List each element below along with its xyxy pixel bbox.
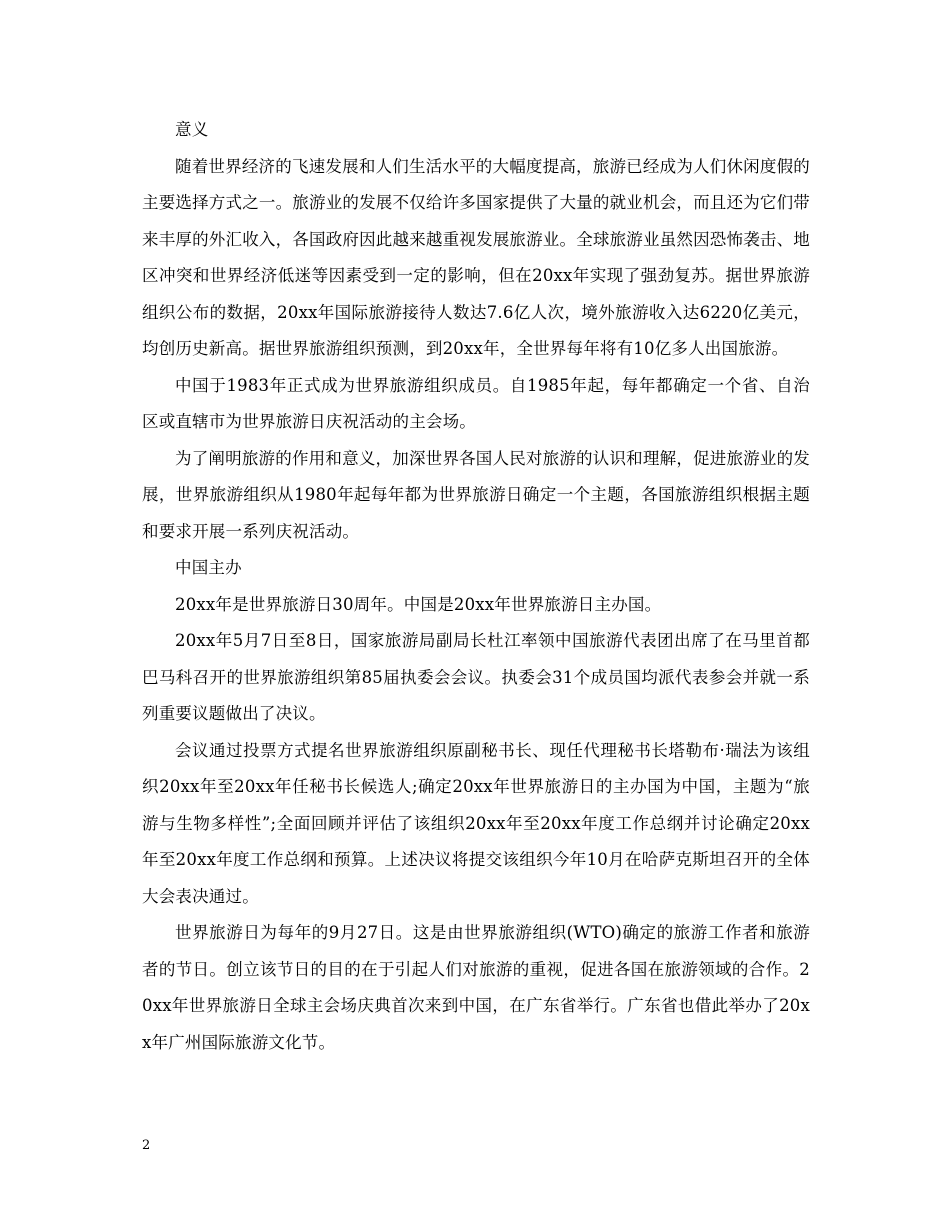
paragraph-meeting-decisions: 会议通过投票方式提名世界旅游组织原副秘书长、现任代理秘书长塔勒布·瑞法为该组织20xx年至20xx年任秘书长候选人;确定20xx年世界旅游日的主办国为中国，主题为“旅游与生物多样性”;全面回顾并评估了该组织20xx年至20xx年度工作总纲并讨论确定20xx年至20xx年度工作总纲和预算。上述决议将提交该组织今年10月在哈萨克斯坦召开的全体大会表决通过。 — [142, 740, 810, 906]
paragraph-world-tourism-day: 世界旅游日为每年的9月27日。这是由世界旅游组织(WTO)确定的旅游工作者和旅游者的节日。创立该节日的目的在于引起人们对旅游的重视，促进各国在旅游领域的合作。20xx年世界旅游日全球主会场庆典首次来到中国，在广东省举行。广东省也借此举办了20xx年广州国际旅游文化节。 — [142, 923, 810, 1052]
document-body — [142, 112, 810, 1061]
page-number: 2 — [142, 1138, 151, 1153]
paragraph-anniversary: 20xx年是世界旅游日30周年。中国是20xx年世界旅游日主办国。 — [175, 594, 662, 614]
paragraph-heading-meaning: 意义 — [175, 120, 209, 139]
paragraph-china-membership: 中国于1983年正式成为世界旅游组织成员。自1985年起，每年都确定一个省、自治区或直辖市为世界旅游日庆祝活动的主会场。 — [142, 375, 810, 431]
paragraph-tourism-growth: 随着世界经济的飞速发展和人们生活水平的大幅度提高，旅游已经成为人们休闲度假的主要选择方式之一。旅游业的发展不仅给许多国家提供了大量的就业机会，而且还为它们带来丰厚的外汇收入，各国政府因此越来越重视发展旅游业。全球旅游业虽然因恐怖袭击、地区冲突和世界经济低迷等因素受到一定的影响，但在20xx年实现了强劲复苏。据世界旅游组织公布的数据，20xx年国际旅游接待人数达7.6亿人次，境外旅游收入达6220亿美元，均创历史新高。据世界旅游组织预测，到20xx年，全世界每年将有10亿多人出国旅游。 — [142, 156, 810, 358]
paragraph-executive-council: 20xx年5月7日至8日，国家旅游局副局长杜江率领中国旅游代表团出席了在马里首都巴马科召开的世界旅游组织第85届执委会会议。执委会31个成员国均派代表参会并就一系列重要议题做出了决议。 — [142, 631, 810, 723]
paragraph-theme-purpose: 为了阐明旅游的作用和意义，加深世界各国人民对旅游的认识和理解，促进旅游业的发展，世界旅游组织从1980年起每年都为世界旅游日确定一个主题，各国旅游组织根据主题和要求开展一系列庆祝活动。 — [142, 448, 810, 541]
paragraph-heading-china-host: 中国主办 — [175, 558, 242, 577]
